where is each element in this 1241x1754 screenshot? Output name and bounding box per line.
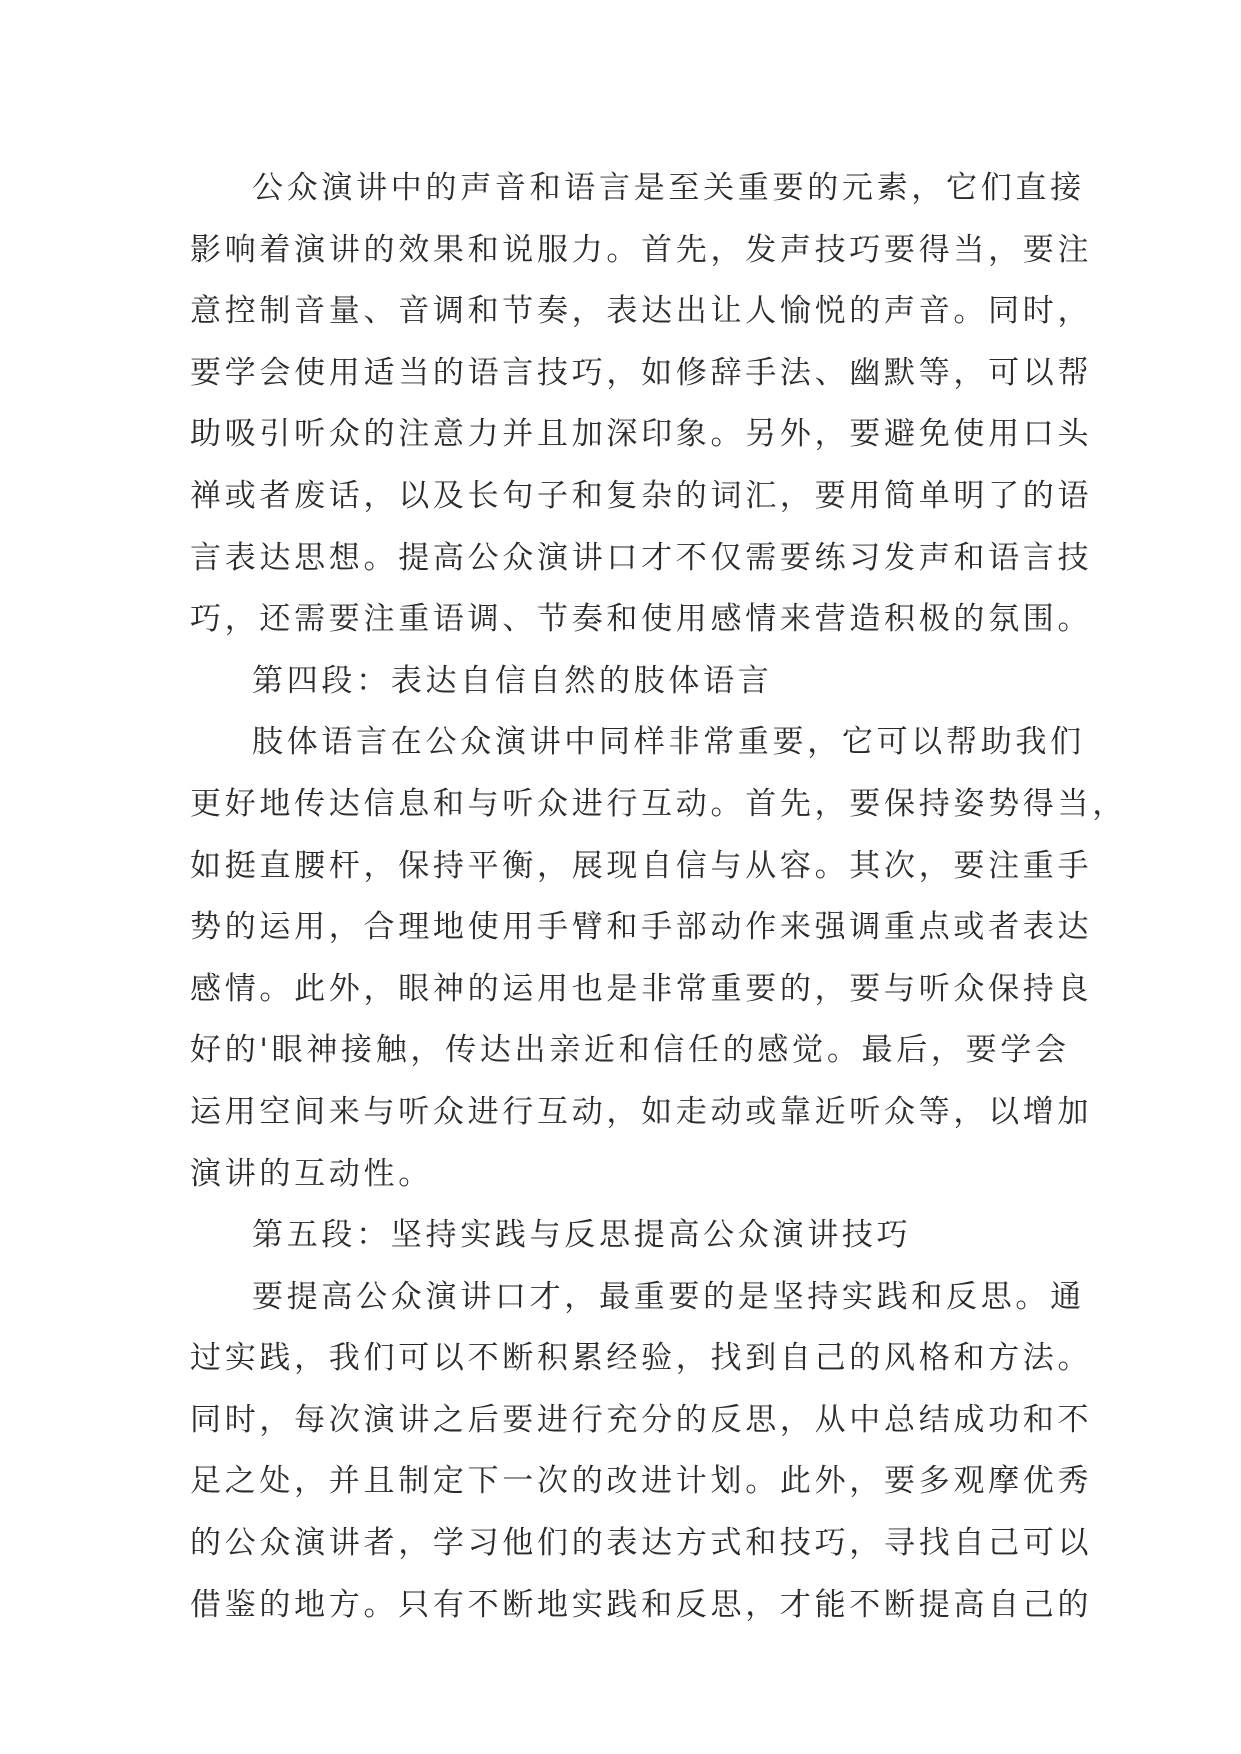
text-line: 足之处，并且制定下一次的改进计划。此外，要多观摩优秀 [190, 1463, 1093, 1500]
text-line: 影响着演讲的效果和说服力。首先，发声技巧要得当，要注 [190, 231, 1093, 268]
text-line: 禅或者废话，以及长句子和复杂的词汇，要用简单明了的语 [190, 477, 1093, 514]
text-line: 更好地传达信息和与听众进行互动。首先，要保持姿势得当， [190, 785, 1127, 822]
text-line: 肢体语言在公众演讲中同样非常重要，它可以帮助我们 [252, 724, 1085, 761]
text-line: 演讲的互动性。 [190, 1155, 433, 1192]
heading-text: 第四段：表达自信自然的肢体语言 [252, 662, 773, 699]
heading-text: 第五段：坚持实践与反思提高公众演讲技巧 [252, 1217, 912, 1254]
paragraph-voice-language [190, 158, 1093, 651]
section-heading-4 [190, 651, 1070, 713]
paragraph-practice-reflection [190, 1267, 1093, 1637]
text-line: 感情。此外，眼神的运用也是非常重要的，要与听众保持良 [190, 970, 1093, 1007]
section-heading-5 [190, 1205, 1070, 1267]
text-line: 意控制音量、音调和节奏，表达出让人愉悦的声音。同时， [190, 293, 1093, 330]
text-line: 巧，还需要注重语调、节奏和使用感情来营造积极的氛围。 [190, 601, 1093, 638]
text-line: 借鉴的地方。只有不断地实践和反思，才能不断提高自己的 [190, 1586, 1093, 1623]
text-line: 的公众演讲者，学习他们的表达方式和技巧，寻找自己可以 [190, 1525, 1093, 1562]
text-line: 要提高公众演讲口才，最重要的是坚持实践和反思。通 [252, 1278, 1085, 1315]
text-line: 同时，每次演讲之后要进行充分的反思，从中总结成功和不 [190, 1401, 1093, 1438]
text-line: 公众演讲中的声音和语言是至关重要的元素，它们直接 [252, 170, 1085, 206]
text-line: 运用空间来与听众进行互动，如走动或靠近听众等，以增加 [190, 1093, 1093, 1130]
text-line: 言表达思想。提高公众演讲口才不仅需要练习发声和语言技 [190, 539, 1093, 576]
paragraph-body-language [190, 712, 1127, 1205]
text-line: 如挺直腰杆，保持平衡，展现自信与从容。其次，要注重手 [190, 847, 1093, 884]
text-line: 过实践，我们可以不断积累经验，找到自己的风格和方法。 [190, 1340, 1093, 1377]
document-body [190, 158, 1127, 1636]
text-line: 助吸引听众的注意力并且加深印象。另外，要避免使用口头 [190, 416, 1093, 453]
text-line: 好的'眼神接触，传达出亲近和信任的感觉。最后，要学会 [190, 1032, 1070, 1069]
text-line: 要学会使用适当的语言技巧，如修辞手法、幽默等，可以帮 [190, 354, 1093, 391]
text-line: 势的运用，合理地使用手臂和手部动作来强调重点或者表达 [190, 909, 1093, 946]
